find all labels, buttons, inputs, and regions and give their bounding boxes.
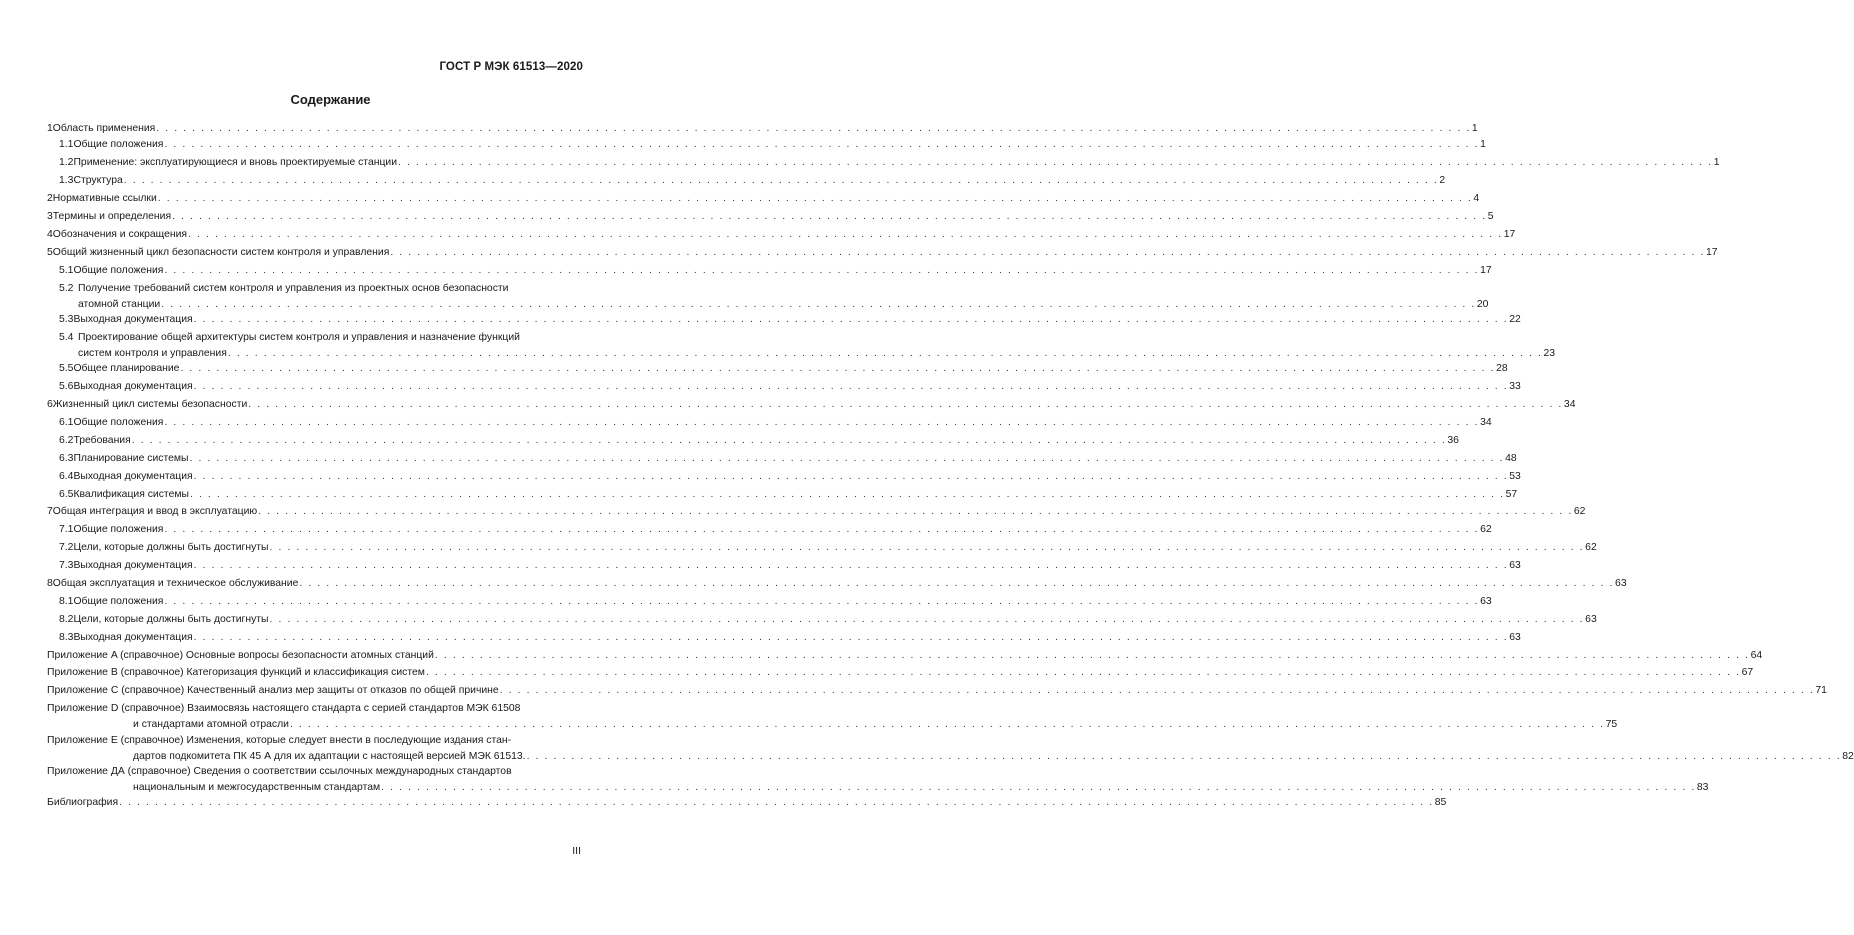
toc-entry-page: 64 — [1750, 649, 1763, 661]
toc-entry-title: Приложение C (справочное) Качественный анализ мер защиты от отказов по общей причине — [47, 685, 499, 697]
toc-entry — [47, 244, 1718, 262]
toc-entry — [47, 611, 1597, 629]
page-number: III — [572, 845, 581, 857]
table-of-contents — [47, 122, 1854, 812]
toc-entry — [47, 557, 1521, 575]
toc-entry-title: Выходная документация — [73, 560, 193, 572]
toc-entry-title: Приложение ДА (справочное) Сведения о соответствии ссылочных международных стандартов — [47, 765, 512, 777]
dot-leader — [188, 226, 1503, 244]
dot-leader — [270, 539, 1585, 557]
toc-entry-title: Получение требований систем контроля и управления из проектных основ безопасности — [78, 282, 509, 294]
toc-entry — [47, 468, 1521, 486]
dot-leader — [390, 244, 1705, 262]
toc-entry-title: Требования — [73, 434, 131, 446]
toc-entry-page: 20 — [1476, 298, 1489, 310]
toc-entry — [47, 280, 1489, 311]
toc-entry-title: Общая эксплуатация и техническое обслуживание — [52, 577, 299, 589]
dot-leader — [381, 781, 1696, 795]
toc-entry-page: 17 — [1705, 246, 1718, 258]
toc-entry-page: 34 — [1480, 416, 1492, 428]
toc-entry-number: 8.2 — [59, 613, 74, 625]
toc-entry — [47, 190, 1480, 208]
toc-entry — [47, 593, 1492, 611]
dot-leader — [132, 432, 1447, 450]
dot-leader — [435, 647, 1750, 665]
toc-entry-page: 83 — [1696, 781, 1709, 793]
toc-entry — [47, 311, 1521, 329]
toc-entry-title: Библиография — [47, 797, 119, 809]
toc-entry-title: национальным и межгосударственным стандартам — [133, 781, 381, 793]
dot-leader — [290, 718, 1605, 732]
toc-entry-page: 63 — [1509, 560, 1521, 572]
toc-entry-title: Выходная документация — [73, 314, 193, 325]
toc-entry-title: и стандартами атомной отрасли — [133, 719, 289, 731]
toc-entry — [47, 575, 1627, 593]
dot-leader — [164, 136, 1479, 154]
page-title: Содержание — [290, 92, 371, 107]
toc-entry-number: 8.1 — [59, 595, 74, 607]
toc-entry — [47, 664, 1754, 682]
toc-entry — [47, 763, 1709, 794]
toc-entry-page: 28 — [1496, 363, 1508, 375]
dot-leader — [124, 172, 1439, 190]
dot-leader — [500, 682, 1815, 700]
dot-leader — [527, 750, 1842, 764]
toc-entry-number: 6.1 — [59, 416, 74, 428]
toc-entry-page: 71 — [1815, 685, 1827, 697]
toc-entry-title: Общие положения — [73, 416, 164, 428]
toc-entry-number: 2 — [47, 193, 53, 205]
toc-entry-title: атомной станции — [78, 298, 161, 310]
toc-entry-number: 1.3 — [59, 175, 74, 187]
toc-entry-title: Обозначения и сокращения — [52, 228, 188, 240]
dot-leader — [194, 311, 1509, 329]
toc-entry — [47, 794, 1447, 812]
toc-entry-number: 5.3 — [59, 314, 74, 325]
toc-entry — [47, 262, 1492, 280]
dot-leader — [258, 503, 1573, 521]
toc-entry-number: 5.2 — [59, 282, 74, 294]
dot-leader — [194, 629, 1509, 647]
toc-entry-page: 22 — [1509, 314, 1521, 325]
toc-entry-page: 1 — [1713, 157, 1720, 169]
toc-entry — [47, 378, 1521, 396]
toc-entry-number: 1.1 — [59, 139, 74, 151]
toc-entry-page: 5 — [1487, 211, 1494, 223]
toc-entry — [47, 154, 1720, 172]
toc-entry-number: 6.4 — [59, 470, 74, 482]
toc-entry-number: 7.2 — [59, 542, 74, 554]
toc-entry-page: 17 — [1503, 228, 1516, 240]
toc-entry-title: Планирование системы — [73, 452, 189, 464]
toc-entry-number: 1.2 — [59, 157, 74, 169]
toc-entry-title: Квалификация системы — [73, 488, 189, 500]
toc-entry — [47, 682, 1827, 700]
toc-entry-page: 67 — [1741, 667, 1754, 679]
toc-entry-number: 4 — [47, 228, 53, 240]
toc-entry-title: Нормативные ссылки — [52, 193, 157, 205]
dot-leader — [164, 521, 1479, 539]
toc-entry-number: 7.3 — [59, 560, 74, 572]
toc-entry-title: Приложение B (справочное) Категоризация функций и классификация систем — [47, 667, 425, 679]
dot-leader — [248, 396, 1563, 414]
toc-entry-page: 63 — [1615, 577, 1627, 589]
toc-entry-title: Цели, которые должны быть достигнуты — [73, 613, 269, 625]
dot-leader — [180, 360, 1495, 378]
toc-entry — [47, 629, 1521, 647]
toc-entry — [47, 700, 1618, 731]
toc-entry-title: Выходная документация — [73, 631, 193, 643]
toc-entry-number: 7.1 — [59, 524, 74, 536]
dot-leader — [119, 794, 1434, 812]
toc-entry-title: Приложение D (справочное) Взаимосвязь настоящего стандарта с серией стандартов МЭК 61508 — [47, 703, 521, 715]
toc-entry-page: 85 — [1434, 797, 1447, 809]
toc-entry-number: 5.6 — [59, 381, 74, 393]
dot-leader — [228, 347, 1543, 361]
toc-entry-title: Общие положения — [73, 595, 164, 607]
toc-entry-title: Термины и определения — [52, 211, 172, 223]
toc-entry — [47, 329, 1556, 360]
toc-entry-page: 57 — [1505, 488, 1518, 500]
toc-entry-title: Жизненный цикл системы безопасности — [52, 399, 248, 411]
toc-entry-title: Общее планирование — [73, 363, 180, 375]
dot-leader — [398, 154, 1713, 172]
dot-leader — [270, 611, 1585, 629]
toc-entry-number: 5.5 — [59, 363, 74, 375]
toc-entry-page: 2 — [1439, 175, 1446, 187]
toc-entry-title: Общая интеграция и ввод в эксплуатацию — [52, 506, 258, 518]
toc-entry-page: 23 — [1543, 347, 1556, 359]
toc-entry — [47, 208, 1494, 226]
toc-entry — [47, 137, 1486, 155]
toc-entry — [47, 647, 1763, 665]
toc-entry-page: 62 — [1573, 506, 1586, 518]
dot-leader — [158, 190, 1473, 208]
toc-entry-page: 63 — [1585, 613, 1597, 625]
toc-entry-number: 8.3 — [59, 631, 74, 643]
toc-entry-page: 1 — [1471, 123, 1478, 134]
toc-entry-number: 5.4 — [59, 331, 74, 343]
toc-entry-title: дартов подкомитета ПК 45 А для их адаптации с настоящей версией МЭК 61513. — [133, 750, 526, 762]
toc-entry-title: Общие положения — [73, 524, 164, 536]
toc-entry — [47, 226, 1516, 244]
toc-entry-number: 5.1 — [59, 264, 74, 276]
toc-entry — [47, 539, 1597, 557]
toc-entry-number: 6 — [47, 399, 53, 411]
toc-entry-title: Цели, которые должны быть достигнуты — [73, 542, 269, 554]
toc-entry-title: Область применения — [52, 123, 156, 134]
dot-leader — [164, 262, 1479, 280]
dot-leader — [164, 593, 1479, 611]
toc-entry-number: 6.2 — [59, 434, 74, 446]
toc-entry-number: 6.3 — [59, 452, 74, 464]
toc-entry-number: 6.5 — [59, 488, 74, 500]
toc-entry-title: систем контроля и управления — [78, 347, 227, 359]
toc-entry-title: Выходная документация — [73, 470, 193, 482]
toc-entry-number: 7 — [47, 506, 53, 518]
dot-leader — [426, 664, 1741, 682]
dot-leader — [164, 414, 1479, 432]
toc-entry-page: 75 — [1605, 719, 1618, 731]
toc-entry-title: Приложение E (справочное) Изменения, которые следует внести в последующие издания стан- — [47, 734, 512, 746]
toc-entry-title: Общие положения — [73, 139, 164, 151]
toc-entry-number: 3 — [47, 211, 53, 223]
toc-entry-title: Общие положения — [73, 264, 164, 276]
toc-entry-page: 48 — [1505, 452, 1517, 464]
toc-entry — [47, 432, 1459, 450]
toc-entry-page: 82 — [1842, 750, 1854, 762]
toc-entry — [47, 414, 1492, 432]
toc-entry-page: 62 — [1585, 542, 1597, 554]
dot-leader — [156, 122, 1471, 137]
dot-leader — [172, 208, 1487, 226]
dot-leader — [194, 468, 1509, 486]
toc-entry-number: 8 — [47, 577, 53, 589]
toc-entry-title: Приложение A (справочное) Основные вопросы безопасности атомных станций — [47, 649, 434, 661]
toc-entry — [47, 732, 1854, 763]
toc-entry-number: 1 — [47, 123, 53, 134]
toc-entry — [47, 360, 1508, 378]
toc-entry — [47, 172, 1446, 190]
standard-header: ГОСТ Р МЭК 61513—2020 — [439, 61, 583, 73]
toc-entry-page: 63 — [1509, 631, 1521, 643]
toc-entry-page: 62 — [1480, 524, 1492, 536]
toc-entry-page: 53 — [1509, 470, 1521, 482]
toc-entry — [47, 486, 1518, 504]
toc-entry — [47, 521, 1492, 539]
dot-leader — [194, 378, 1509, 396]
toc-entry-page: 36 — [1447, 434, 1459, 446]
toc-entry-title: Применение: эксплуатирующиеся и вновь проектируемые станции — [73, 157, 398, 169]
toc-entry — [47, 503, 1586, 521]
dot-leader — [189, 450, 1504, 468]
toc-entry-page: 4 — [1473, 193, 1480, 205]
toc-entry-page: 63 — [1480, 595, 1492, 607]
toc-entry — [47, 450, 1517, 468]
toc-entry-title: Структура — [73, 175, 123, 187]
toc-entry-page: 33 — [1509, 381, 1521, 393]
toc-entry-title: Выходная документация — [73, 381, 193, 393]
toc-entry — [47, 122, 1478, 137]
toc-entry-page: 17 — [1480, 264, 1492, 276]
toc-entry-page: 1 — [1480, 139, 1486, 151]
toc-entry-title: Общий жизненный цикл безопасности систем контроля и управления — [52, 246, 390, 258]
toc-entry-page: 34 — [1563, 399, 1576, 411]
toc-entry-number: 5 — [47, 246, 53, 258]
dot-leader — [190, 486, 1505, 504]
toc-entry-title: Проектирование общей архитектуры систем контроля и управления и назначение функций — [78, 331, 520, 343]
dot-leader — [161, 298, 1476, 312]
dot-leader — [299, 575, 1614, 593]
toc-entry — [47, 396, 1576, 414]
dot-leader — [194, 557, 1509, 575]
